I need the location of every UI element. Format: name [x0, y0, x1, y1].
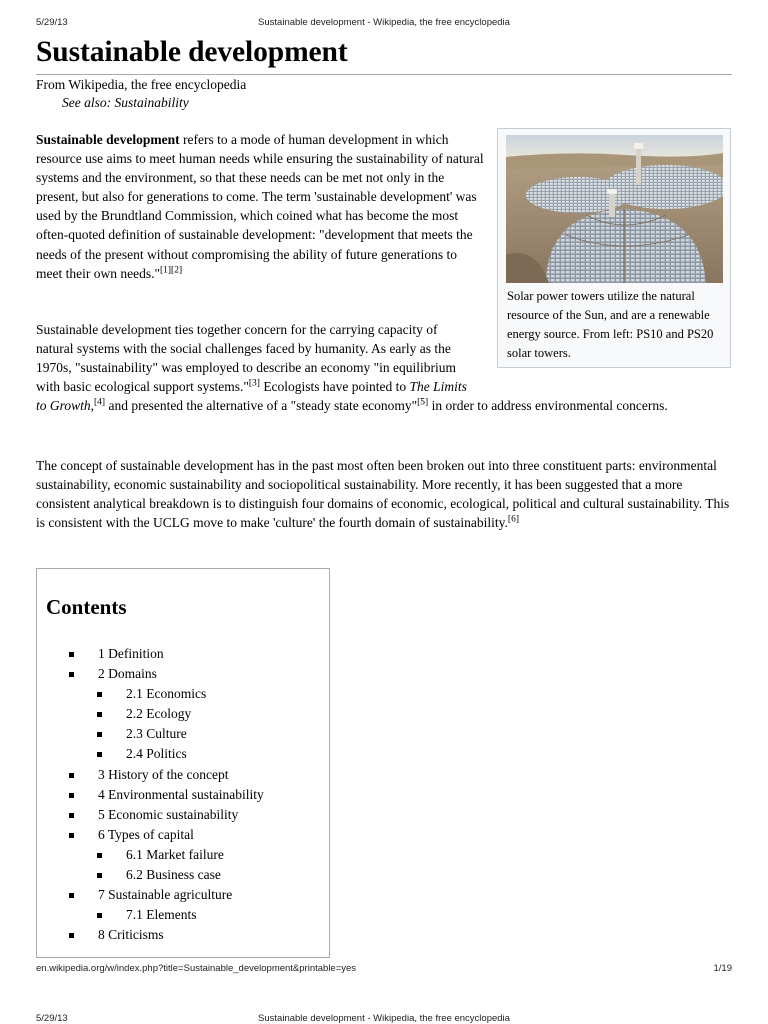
p2-text-c: ,	[90, 398, 95, 414]
toc-item[interactable]	[37, 805, 327, 825]
toc-title: Contents	[46, 595, 127, 619]
table-of-contents	[36, 568, 330, 958]
bullet-icon	[97, 873, 102, 878]
intro-paragraph	[36, 130, 484, 283]
toc-item-label: 1 Definition	[98, 646, 164, 661]
toc-item-label: 2.2 Ecology	[126, 706, 192, 722]
print-date: 5/29/13	[36, 17, 68, 28]
next-print-page-title: Sustainable development - Wikipedia, the free encyclopedia	[258, 1013, 510, 1024]
p2-text-b: Ecologists have pointed to	[259, 379, 410, 395]
intro-text: refers to a mode of human development in which resource use aims to meet human needs while ensuring the sustainability of natural systems and the environment, so that these needs can be met not only in the present, but also for generations to come. The term 'sustainable development' was used by the Brundtland Commission, which coined what has become the most often-quoted definition of sustainable development: "development that meets the needs of the present without compromising the ability of future generations to meet their own needs."	[36, 132, 484, 281]
print-url: en.wikipedia.org/w/index.php?title=Sustainable_development&printable=yes	[36, 963, 357, 974]
solar-towers-photo[interactable]	[506, 135, 723, 283]
site-tagline: From Wikipedia, the free encyclopedia	[36, 77, 247, 92]
toc-item-label: 4 Environmental sustainability	[98, 786, 264, 802]
toc-item[interactable]	[37, 684, 327, 704]
toc-item-label: 2.3 Culture	[126, 726, 187, 742]
toc-item[interactable]	[37, 664, 327, 684]
toc-item-label: 2 Domains	[98, 666, 157, 682]
bullet-icon	[69, 773, 74, 778]
toc-item[interactable]	[37, 765, 327, 785]
bullet-icon	[97, 692, 102, 697]
toc-item[interactable]	[37, 644, 327, 664]
bullet-icon	[69, 652, 74, 657]
toc-list	[37, 644, 327, 945]
citation-5[interactable]: [5]	[417, 397, 429, 408]
toc-item-label: 2.4 Politics	[126, 746, 187, 762]
bullet-icon	[69, 933, 74, 938]
page-title: Sustainable development	[36, 36, 348, 68]
print-page-title: Sustainable development - Wikipedia, the free encyclopedia	[258, 17, 510, 28]
p2-text-d: and presented the alternative of a "steady state economy"	[105, 398, 418, 414]
intro-bold-term: Sustainable development	[36, 132, 180, 147]
p3-text: The concept of sustainable development has in the past most often been broken out into three constituent parts: environmental sustainability, economic sustainability and sociopolitical sustainability. More recently, it has been suggested that a more consistent analytical breakdown is to distinguish four domains of economic, ecological, political and cultural sustainability. This is consistent with the UCLG move to make 'culture' the fourth domain of sustainability.	[36, 458, 730, 531]
figure-caption: Solar power towers utilize the natural resource of the Sun, and are a renewable energy source. From left: PS10 and PS20 solar towers.	[507, 289, 714, 360]
toc-item-label: 5 Economic sustainability	[98, 806, 239, 822]
p2-text-a: Sustainable development ties together concern for the carrying capacity of natural systems with the social challenges faced by humanity. As early as the 1970s, "sustainability" was employed to describe an economy "in equilibrium with basic ecological support systems."	[36, 322, 456, 395]
toc-item-label: 3 History of the concept	[98, 766, 229, 782]
bullet-icon	[97, 913, 102, 918]
bullet-icon	[97, 732, 102, 737]
bullet-icon	[97, 853, 102, 858]
citation-4[interactable]: [4]	[94, 397, 106, 408]
bullet-icon	[97, 712, 102, 717]
toc-item[interactable]	[37, 865, 327, 885]
third-paragraph	[36, 456, 736, 532]
toc-item-label: 6.2 Business case	[126, 867, 221, 883]
solar-field-image	[506, 135, 723, 283]
see-also-link[interactable]: See also: Sustainability	[62, 95, 189, 110]
toc-item[interactable]	[37, 845, 327, 865]
toc-item-label: 6 Types of capital	[98, 826, 194, 842]
bullet-icon	[69, 893, 74, 898]
toc-item[interactable]	[37, 905, 327, 925]
limits-to-growth-link[interactable]: The Limits to Growth	[36, 379, 467, 414]
toc-item[interactable]	[37, 885, 327, 905]
bullet-icon	[69, 793, 74, 798]
toc-item-label: 6.1 Market failure	[126, 846, 224, 862]
p2-text-e: in order to address environmental concerns.	[428, 398, 668, 414]
toc-item[interactable]	[37, 925, 327, 945]
title-divider	[36, 74, 732, 75]
solar-towers-figure	[497, 128, 731, 368]
toc-item[interactable]	[37, 704, 327, 724]
toc-item[interactable]	[37, 825, 327, 845]
toc-item-label: 7 Sustainable agriculture	[98, 887, 233, 903]
page-number: 1/19	[713, 963, 732, 974]
citation-3[interactable]: [3]	[248, 378, 260, 389]
citation-1-2[interactable]: [1][2]	[159, 265, 183, 276]
citation-6[interactable]: [6]	[507, 514, 519, 525]
toc-item[interactable]	[37, 744, 327, 764]
bullet-icon	[69, 813, 74, 818]
toc-item[interactable]	[37, 724, 327, 744]
toc-item[interactable]	[37, 785, 327, 805]
toc-item-label: 7.1 Elements	[126, 907, 197, 923]
toc-item-label: 2.1 Economics	[126, 686, 207, 702]
bullet-icon	[69, 833, 74, 838]
next-print-date: 5/29/13	[36, 1013, 68, 1024]
toc-item-label: 8 Criticisms	[98, 927, 164, 943]
bullet-icon	[97, 752, 102, 757]
bullet-icon	[69, 672, 74, 677]
